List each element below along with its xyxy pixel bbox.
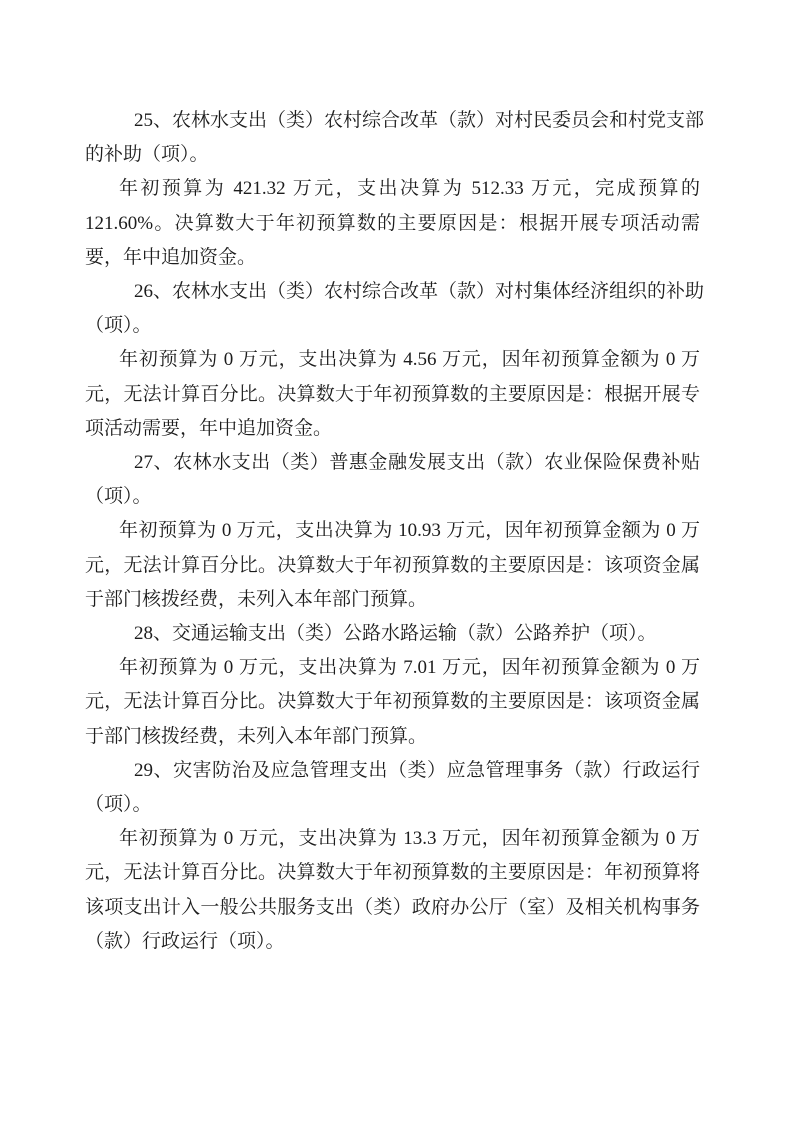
text-line: 要，年中追加资金。 (85, 246, 257, 268)
text-line: 的补助（项）。 (85, 144, 209, 166)
text-line: 28、交通运输支出（类）公路水路运输（款）公路养护（项）。 (134, 623, 657, 645)
paragraph-heading (85, 617, 700, 651)
text-line: 于部门核拨经费，未列入本年部门预算。 (85, 725, 428, 747)
paragraph-body (85, 343, 700, 446)
text-line: 项活动需要，年中追加资金。 (85, 417, 333, 439)
text-line: 年初预算为 421.32 万元，支出决算为 512.33 万元，完成预算的 (119, 178, 700, 200)
paragraph-body (85, 514, 700, 617)
text-line: 元，无法计算百分比。决算数大于年初预算数的主要原因是：年初预算将 (85, 862, 700, 884)
text-line: 年初预算为 0 万元，支出决算为 13.3 万元，因年初预算金额为 0 万 (119, 828, 700, 850)
text-line: 27、农林水支出（类）普惠金融发展支出（款）农业保险保费补贴 (134, 452, 700, 474)
text-line: 年初预算为 0 万元，支出决算为 4.56 万元，因年初预算金额为 0 万 (119, 349, 700, 371)
text-line: 年初预算为 0 万元，支出决算为 10.93 万元，因年初预算金额为 0 万 (119, 520, 700, 542)
paragraph-body (85, 172, 700, 275)
paragraph-heading (85, 754, 700, 822)
text-line: 年初预算为 0 万元，支出决算为 7.01 万元，因年初预算金额为 0 万 (119, 657, 700, 679)
text-line: 于部门核拨经费，未列入本年部门预算。 (85, 588, 428, 610)
paragraph-body (85, 651, 700, 754)
text-line: 25、农林水支出（类）农村综合改革（款）对村民委员会和村党支部 (134, 110, 705, 131)
text-line: 121.60%。决算数大于年初预算数的主要原因是：根据开展专项活动需 (85, 212, 700, 234)
paragraph-heading (85, 104, 705, 172)
text-line: （款）行政运行（项）。 (85, 930, 285, 952)
document-content (85, 104, 705, 959)
text-line: 元，无法计算百分比。决算数大于年初预算数的主要原因是：根据开展专 (85, 383, 700, 405)
text-line: 元，无法计算百分比。决算数大于年初预算数的主要原因是：该项资金属 (85, 691, 700, 713)
text-line: （项）。 (85, 315, 152, 337)
paragraph-heading (85, 275, 705, 343)
text-line: 该项支出计入一般公共服务支出（类）政府办公厅（室）及相关机构事务 (85, 896, 700, 918)
text-line: 29、灾害防治及应急管理支出（类）应急管理事务（款）行政运行 (134, 759, 700, 781)
text-line: 26、农林水支出（类）农村综合改革（款）对村集体经济组织的补助 (134, 281, 705, 303)
paragraph-heading (85, 446, 700, 514)
text-line: 元，无法计算百分比。决算数大于年初预算数的主要原因是：该项资金属 (85, 554, 700, 576)
paragraph-body (85, 822, 700, 959)
text-line: （项）。 (85, 486, 152, 508)
text-line: （项）。 (85, 794, 152, 816)
